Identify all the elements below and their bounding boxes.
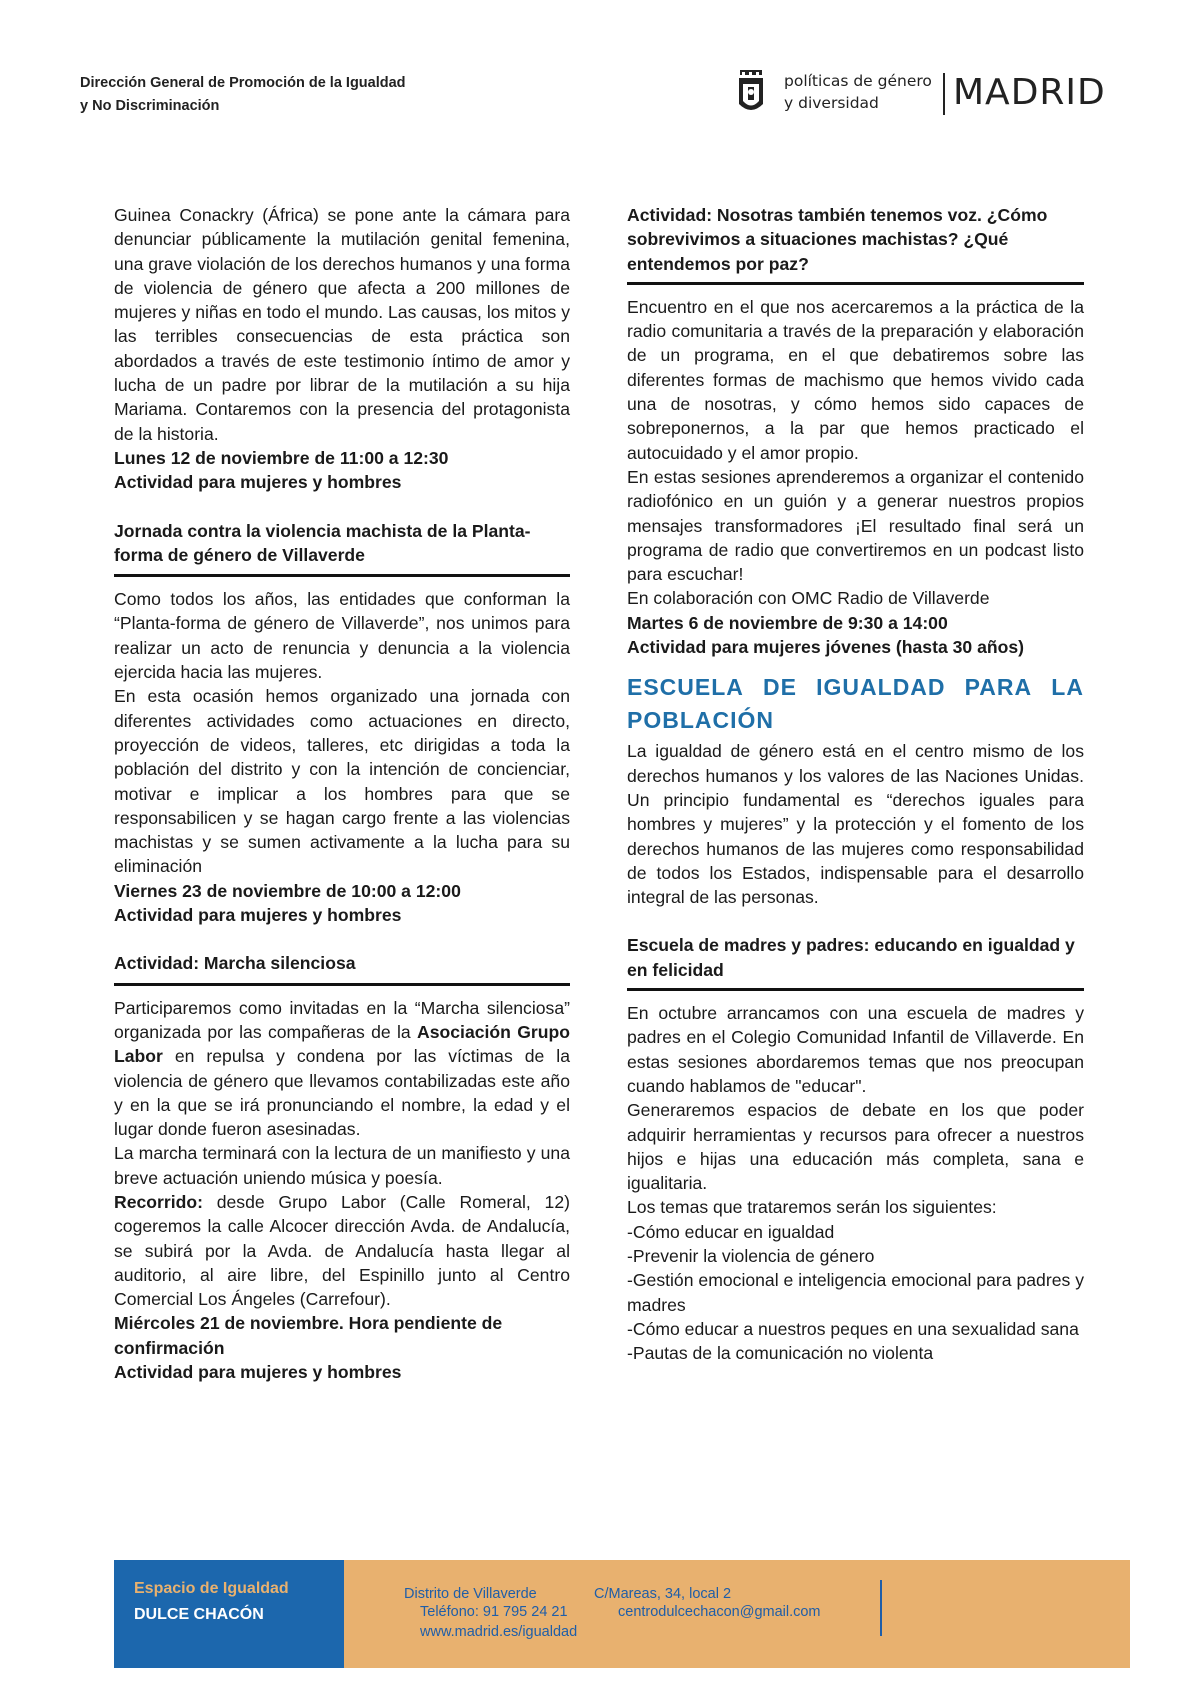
film-audience: Actividad para mujeres y hombres [114, 472, 402, 493]
section-divider [627, 988, 1084, 991]
school-heading-line-2: POBLACIÓN [627, 707, 774, 734]
marcha-date: Miércoles 21 de noviembre. Hora pendiente de confirmación [114, 1313, 503, 1358]
route-text: desde Grupo Labor (Calle Romeral, 12) cogeremos la calle Alcocer dirección Avda. de Andalucía, se subirá por la Avda. de Andalucía hasta llegar al auditorio, al aire libre, del Espinillo junto al Centro Comercial Los Ángeles (Carrefour). [114, 1191, 570, 1310]
section-title-escuela: Escuela de madres y padres: educando en igualdad y en felicidad [627, 935, 1075, 980]
film-date: Lunes 12 de noviembre de 11:00 a 12:30 [114, 447, 449, 468]
marcha-paragraph-1 [114, 996, 570, 1142]
logo-city-name: MADRID [953, 72, 1106, 113]
spacer [627, 909, 1084, 933]
section-title-jornada: Jornada contra la violencia machista de la Planta-forma de género de Villaverde [114, 520, 531, 565]
coat-of-arms-icon [738, 70, 764, 116]
marcha-paragraph-2: La marcha terminará con la lectura de un manifiesto y una breve actuación uniendo música y poesía. [114, 1143, 570, 1188]
logo-divider [943, 73, 945, 115]
logo-subtitle-line-1: políticas de género [784, 72, 932, 90]
marcha-audience: Actividad para mujeres y hombres [114, 1362, 402, 1383]
department-line-2: y No Discriminación [80, 98, 220, 114]
heading-word: DE [763, 674, 797, 701]
marcha-text-c: en repulsa y condena por las víctimas de la violencia de género que llevamos contabilizadas este año y en la que se irá pronunciando el nombre, la edad y el lugar donde fueron asesinadas. [114, 1046, 570, 1140]
radio-paragraph-2: En estas sesiones aprenderemos a organizar el contenido radiofónico en un guión y a generar nuestros propios mensajes transformadores ¡El resultado final será un programa de radio que convertiremos en un podcast listo para escuchar! [627, 466, 1084, 585]
radio-date: Martes 6 de noviembre de 9:30 a 14:00 [627, 612, 948, 633]
footer [114, 1560, 1130, 1668]
spacer [114, 495, 570, 519]
spacer [114, 927, 570, 951]
school-intro: La igualdad de género está en el centro mismo de los derechos humanos y los valores de las Naciones Unidas. Un principio fundamental es “derechos iguales para hombres y mujeres” y la protección y el fomento de los derechos humanos de las mujeres como responsabilidad de todos los Estados, indispensable para el desarrollo integral de las personas. [627, 741, 1084, 908]
radio-paragraph-1: Encuentro en el que nos acercaremos a la práctica de la radio comunitaria a través de la preparación y elaboración de un programa, en el que debatiremos sobre las diferentes formas de machismo que hemos vivido cada una de nosotras, y cómo hemos sido capaces de sobreponernos, a la par que hemos practicado el autocuidado y el amor propio. [627, 296, 1084, 463]
footer-district: Distrito de Villaverde [404, 1586, 537, 1602]
topic-item: -Pautas de la comunicación no violenta [627, 1343, 934, 1364]
section-divider [114, 574, 570, 577]
marcha-text-a: Participaremos como invitadas en la “Marcha silenciosa” organizada por las compañeras de la [114, 997, 570, 1042]
escuela-paragraph-3: Los temas que trataremos serán los siguientes: [627, 1197, 997, 1218]
footer-email[interactable]: centrodulcechacon@gmail.com [618, 1604, 821, 1620]
radio-paragraph-3: En colaboración con OMC Radio de Villaverde [627, 588, 990, 609]
film-description: Guinea Conackry (África) se pone ante la cámara para denunciar públicamente la mutilación genital femenina, una grave violación de los derechos humanos y una forma de violencia de género que afecta a 200 millones de mujeres y niñas en todo el mundo. Las causas, los mitos y las terribles consecuencias de esta práctica son abordados a través de este testimonio íntimo de amor y lucha de un padre por librar de la mutilación a su hija Mariama. Contaremos con la presencia del protagonista de la historia. [114, 205, 570, 444]
radio-audience: Actividad para mujeres jóvenes (hasta 30 años) [627, 637, 1024, 658]
footer-phone: Teléfono: 91 795 24 21 [420, 1604, 568, 1620]
section-divider [627, 282, 1084, 285]
jornada-audience: Actividad para mujeres y hombres [114, 905, 402, 926]
footer-website[interactable]: www.madrid.es/igualdad [420, 1624, 578, 1640]
jornada-date: Viernes 23 de noviembre de 10:00 a 12:00 [114, 880, 461, 901]
school-heading-line-1 [627, 671, 1084, 704]
section-title-radio: Actividad: Nosotras también tenemos voz. ¿Cómo sobrevivimos a situaciones machistas? ¿Qué entendemos por paz? [627, 205, 1048, 274]
route-label: Recorrido: [114, 1191, 203, 1212]
logo-subtitle-line-2: y diversidad [784, 94, 879, 112]
section-divider [114, 983, 570, 986]
left-column [114, 203, 570, 1384]
topic-item: -Gestión emocional e inteligencia emocional para padres y madres [627, 1270, 1084, 1315]
topic-item: -Cómo educar a nuestros peques en una sexualidad sana [627, 1318, 1079, 1339]
topic-item: -Cómo educar en igualdad [627, 1221, 835, 1242]
marcha-route [114, 1190, 570, 1311]
school-heading [627, 671, 1084, 737]
escuela-paragraph-2: Generaremos espacios de debate en los que poder adquirir herramientas y recursos para ofrecer a nuestros hijos e hijas una educación más completa, sana e igualitaria. [627, 1100, 1084, 1194]
jornada-paragraph-1: Como todos los años, las entidades que conforman la “Planta-forma de género de Villaverde”, nos unimos para realizar un acto de renuncia y denuncia a la violencia ejercida hacia las mujeres. [114, 589, 570, 683]
department-line-1: Dirección General de Promoción de la Igualdad [80, 75, 406, 91]
section-title-marcha: Actividad: Marcha silenciosa [114, 953, 356, 974]
heading-word: IGUALDAD [816, 674, 946, 701]
madrid-logo [738, 70, 1106, 118]
heading-word: PARA [964, 674, 1033, 701]
escuela-paragraph-1: En octubre arrancamos con una escuela de madres y padres en el Colegio Comunidad Infantil de Villaverde. En estas sesiones abordaremos temas que nos preocupan cuando hablamos de "educar". [627, 1003, 1084, 1096]
footer-brand-block [114, 1560, 344, 1668]
association-name: Asociación Grupo Labor [114, 1021, 570, 1067]
footer-space-name: Espacio de Igualdad [134, 1580, 289, 1597]
department-name [80, 72, 406, 118]
footer-divider [880, 1580, 882, 1636]
footer-address: C/Mareas, 34, local 2 [594, 1586, 732, 1602]
jornada-paragraph-2: En esta ocasión hemos organizado una jornada con diferentes actividades como actuaciones en directo, proyección de videos, talleres, etc dirigidas a toda la población del distrito y con la intención de concienciar, motivar e implicar a los hombres para que se responsabilicen y se hagan cargo frente a las violencias machistas y se sumen activamente a la lucha para su eliminación [114, 686, 570, 877]
right-column [627, 203, 1084, 1365]
topic-item: -Prevenir la violencia de género [627, 1245, 875, 1266]
logo-subtitle [784, 70, 932, 114]
footer-center-name: DULCE CHACÓN [134, 1606, 264, 1623]
heading-word: ESCUELA [627, 674, 744, 701]
heading-word: LA [1051, 674, 1084, 701]
